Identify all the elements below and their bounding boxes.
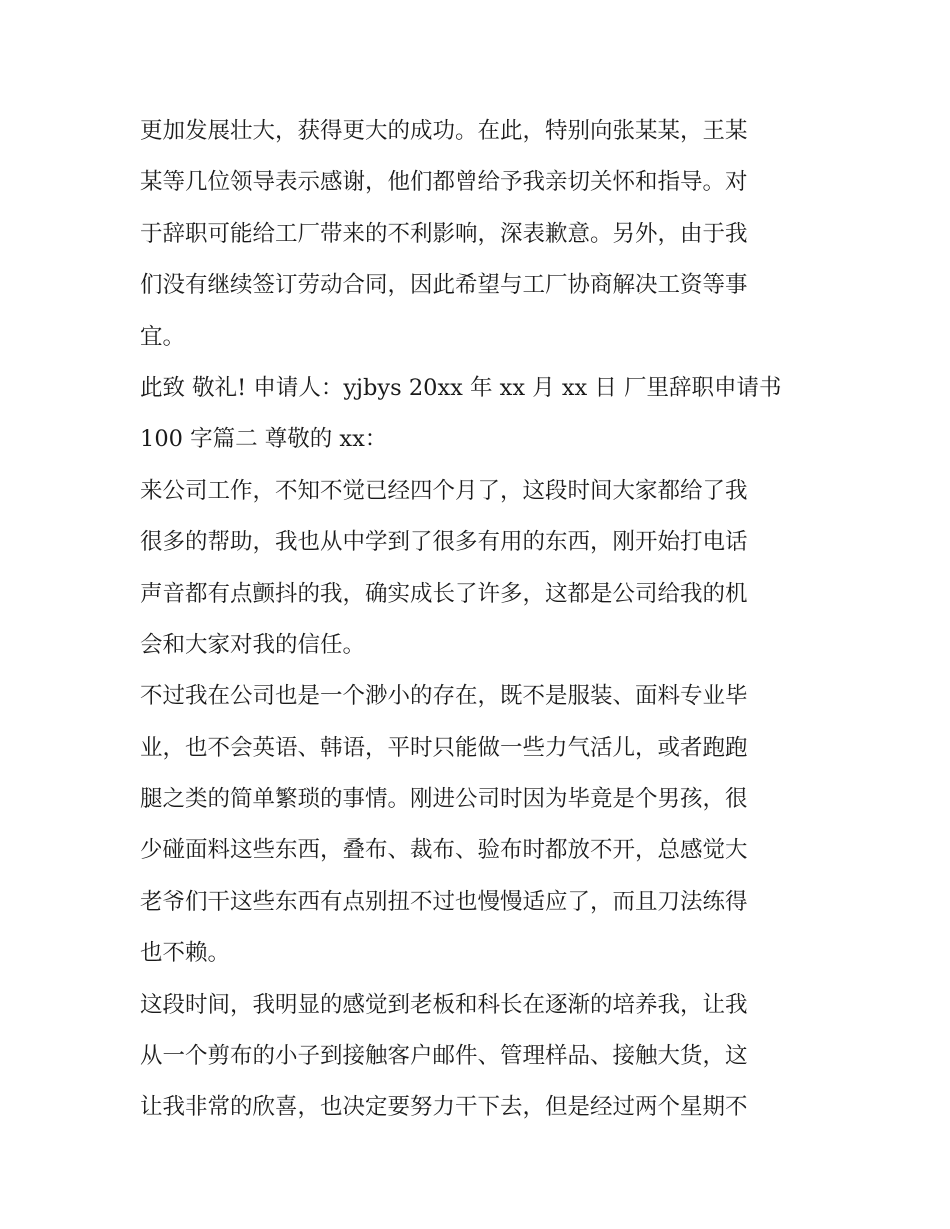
text-line: 也不赖。: [140, 940, 231, 967]
text-line: 来公司工作，不知不觉已经四个月了，这段时间大家都给了我: [140, 477, 748, 504]
text-line: 会和大家对我的信任。: [140, 631, 366, 658]
text-line: 们没有继续签订劳动合同，因此希望与工厂协商解决工资等事: [140, 272, 748, 299]
text-line: 更加发展壮大，获得更大的成功。在此，特别向张某某，王某: [140, 118, 748, 144]
text-line: 少碰面料这些东西，叠布、裁布、验布时都放不开，总感觉大: [140, 837, 748, 864]
text-line: 很多的帮助，我也从中学到了很多有用的东西，刚开始打电话: [140, 529, 748, 556]
text-line: 老爷们干这些东西有点别扭不过也慢慢适应了，而且刀法练得: [140, 888, 748, 915]
text-line: 业，也不会英语、韩语，平时只能做一些力气活儿，或者跑跑: [140, 734, 748, 761]
text-line: 腿之类的简单繁琐的事情。刚进公司时因为毕竟是个男孩，很: [140, 786, 748, 813]
text-line: 这段时间，我明显的感觉到老板和科长在逐渐的培养我，让我: [140, 991, 748, 1018]
text-line: 让我非常的欣喜，也决定要努力干下去，但是经过两个星期不: [140, 1094, 748, 1121]
text-line: 从一个剪布的小子到接触客户邮件、管理样品、接触大货，这: [140, 1043, 748, 1070]
text-line: 声音都有点颤抖的我，确实成长了许多，这都是公司给我的机: [140, 580, 748, 607]
text-line: 不过我在公司也是一个渺小的存在，既不是服装、面料专业毕: [140, 683, 748, 710]
text-line: 100 字篇二 尊敬的 xx：: [140, 426, 388, 453]
text-line: 于辞职可能给工厂带来的不利影响，深表歉意。另外，由于我: [140, 220, 748, 247]
document-body: [140, 106, 820, 1134]
text-line: 此致 敬礼! 申请人：yjbys 20xx 年 xx 月 xx 日 厂里辞职申请书: [140, 374, 782, 401]
text-line: 宜。: [140, 323, 186, 350]
text-line: 某等几位领导表示感谢，他们都曾给予我亲切关怀和指导。对: [140, 169, 748, 196]
